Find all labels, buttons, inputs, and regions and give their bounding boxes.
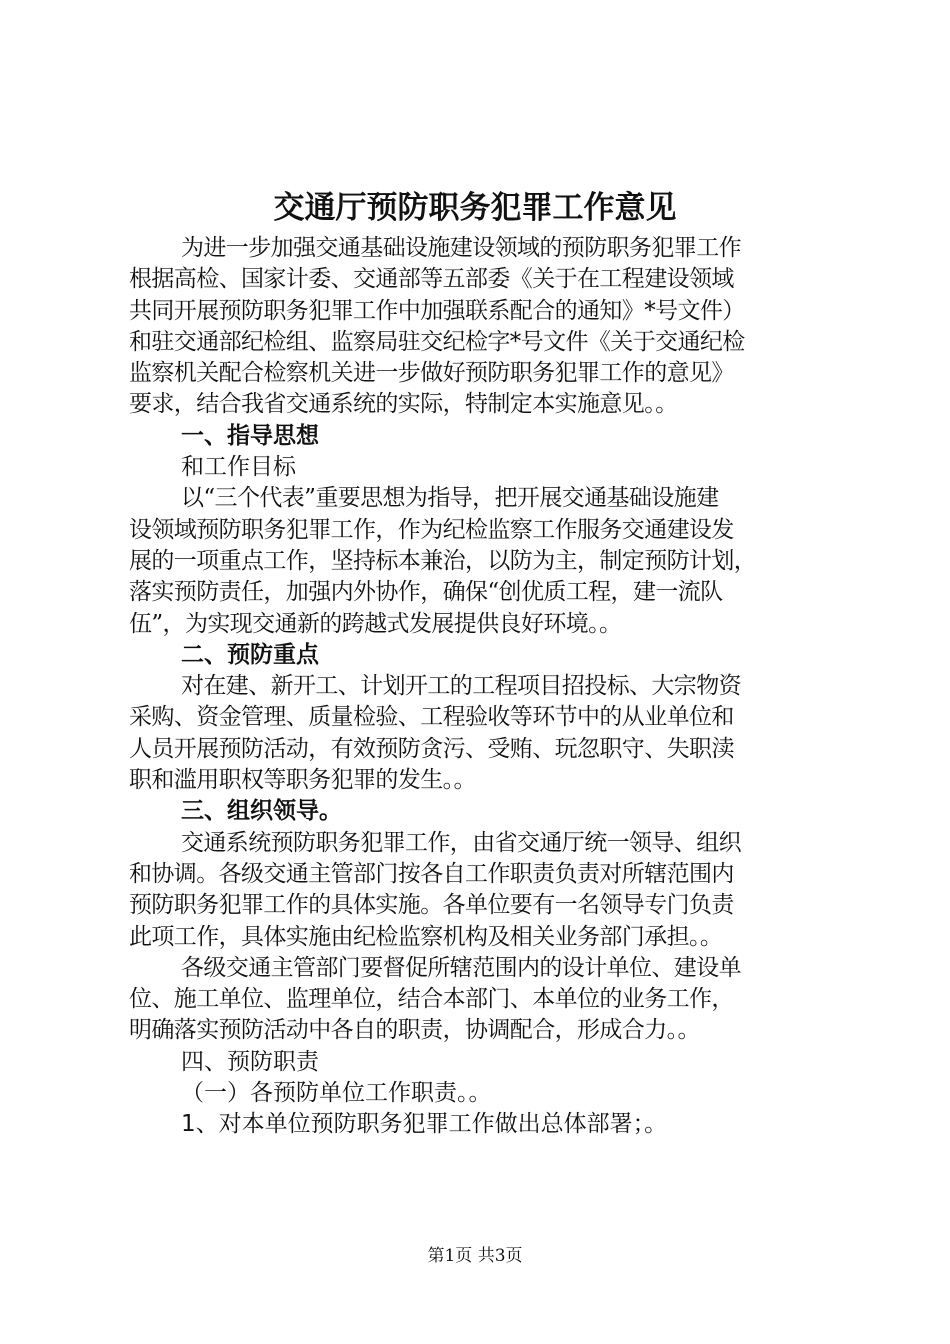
paragraph-line: 和驻交通部纪检组、监察局驻交纪检字*号文件《关于交通纪检 <box>129 328 745 355</box>
paragraph-line: 为进一步加强交通基础设施建设领域的预防职务犯罪工作 <box>181 235 742 261</box>
paragraph-line: 采购、资金管理、质量检验、工程验收等环节中的从业单位和 <box>129 704 734 731</box>
paragraph-line: 设领域预防职务犯罪工作，作为纪检监察工作服务交通建设发 <box>129 516 734 543</box>
paragraph-line: 预防职务犯罪工作的具体实施。各单位要有一名领导专门负责 <box>129 892 734 919</box>
paragraph-line: 和协调。各级交通主管部门按各自工作职责负责对所辖范围内 <box>129 860 734 887</box>
paragraph-line: 明确落实预防活动中各自的职责，协调配合，形成合力。。 <box>129 1017 700 1044</box>
paragraph-line: 职和滥用职权等职务犯罪的发生。。 <box>129 767 476 794</box>
section-heading: 三、组织领导。 <box>181 798 342 825</box>
document-body <box>129 233 829 1141</box>
subsection-heading: （一）各预防单位工作职责。。 <box>181 1080 492 1107</box>
paragraph-line: 交通系统预防职务犯罪工作，由省交通厅统一领导、组织 <box>181 829 742 856</box>
paragraph-line: 监察机关配合检察机关进一步做好预防职务犯罪工作的意见》 <box>129 360 734 387</box>
paragraph-line: 伍”，为实现交通新的跨越式发展提供良好环境。。 <box>129 610 622 637</box>
section-heading: 四、预防职责 <box>181 1048 319 1075</box>
page-footer: 第1页 共3页 <box>427 1246 523 1266</box>
document-title: 交通厅预防职务犯罪工作意见 <box>273 190 677 226</box>
paragraph-line: 此项工作，具体实施由纪检监察机构及相关业务部门承担。。 <box>129 923 723 950</box>
section-heading: 一、指导思想 <box>181 422 319 449</box>
paragraph-line: 展的一项重点工作，坚持标本兼治，以防为主，制定预防计划， <box>129 547 757 574</box>
paragraph-line: 和工作目标 <box>181 454 296 481</box>
paragraph-line: 位、施工单位、监理单位，结合本部门、本单位的业务工作， <box>129 986 734 1013</box>
paragraph-line: 落实预防责任，加强内外协作，确保“创优质工程，建一流队 <box>129 579 723 606</box>
paragraph-line: 对在建、新开工、计划开工的工程项目招投标、大宗物资 <box>181 673 742 700</box>
paragraph-line: 人员开展预防活动，有效预防贪污、受贿、玩忽职守、失职渎 <box>129 735 734 762</box>
paragraph-line: 共同开展预防职务犯罪工作中加强联系配合的通知》*号文件） <box>129 297 745 324</box>
paragraph-line: 根据高检、国家计委、交通部等五部委《关于在工程建设领域 <box>129 266 734 293</box>
paragraph-line: 要求，结合我省交通系统的实际，特制定本实施意见。。 <box>129 391 678 418</box>
paragraph-line: 各级交通主管部门要督促所辖范围内的设计单位、建设单 <box>181 954 742 981</box>
section-heading: 二、预防重点 <box>181 641 319 668</box>
paragraph-line: 以“三个代表”重要思想为指导，把开展交通基础设施建 <box>181 485 719 512</box>
list-item: 1、对本单位预防职务犯罪工作做出总体部署；。 <box>181 1111 668 1138</box>
